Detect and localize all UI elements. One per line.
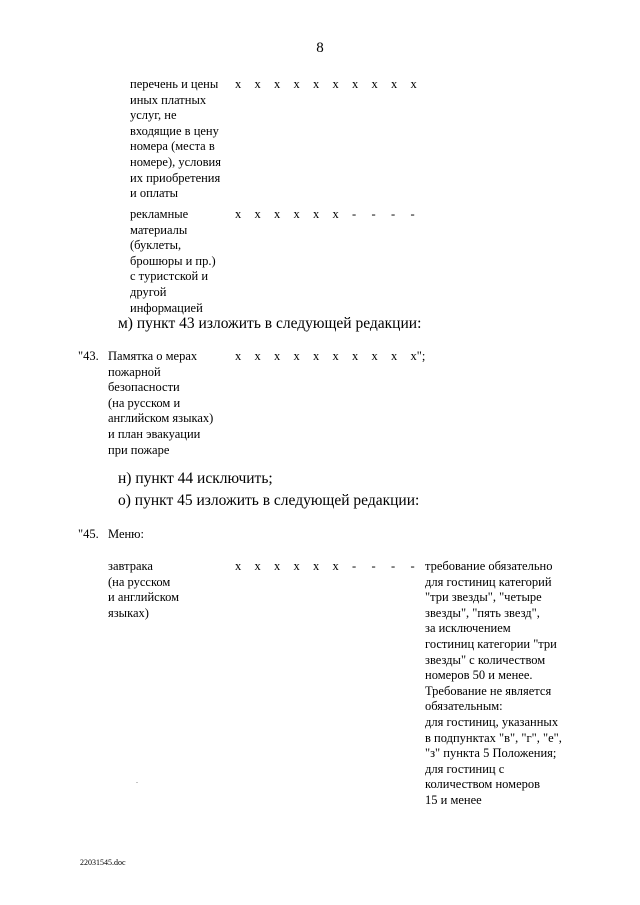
label-line: услуг, не <box>130 108 177 123</box>
mark: х <box>235 349 242 363</box>
mark: х <box>235 207 242 221</box>
item-43-number: "43. <box>78 349 99 363</box>
note-line: Требование не является <box>425 683 552 698</box>
mark: х <box>254 559 261 573</box>
mark: х <box>274 559 281 573</box>
label-line: материалы <box>130 222 188 237</box>
item-45-title: Меню: <box>108 527 144 541</box>
mark: х <box>274 77 281 91</box>
note-line: требование обязательно <box>425 559 553 573</box>
page-number: 8 <box>316 40 324 56</box>
label-line: номера (места в <box>130 139 215 154</box>
mark: - <box>371 559 376 573</box>
row-services-label <box>130 77 221 202</box>
label-line: и английском <box>108 590 180 605</box>
mark: - <box>352 207 357 221</box>
note-line: "з" пункта 5 Положения; <box>425 746 557 761</box>
note-line: количеством номеров <box>425 777 541 792</box>
label-line: перечень и цены <box>130 77 219 91</box>
mark: х <box>332 349 339 363</box>
label-line: другой <box>130 284 167 299</box>
note-line: для гостиниц, указанных <box>425 714 559 729</box>
item-43-marks <box>235 349 430 365</box>
mark: х <box>274 207 281 221</box>
footer-filename: 22031545.doc <box>80 858 126 867</box>
label-line: английском языках) <box>108 411 214 426</box>
mark: х <box>313 77 320 91</box>
mark: х <box>293 207 300 221</box>
mark: - <box>410 207 415 221</box>
mark: х <box>254 207 261 221</box>
note-line: звезды" с количеством <box>425 652 546 667</box>
label-line: пожарной <box>108 364 161 379</box>
note-line: за исключением <box>425 621 511 636</box>
speck-mark: . <box>136 776 138 785</box>
label-line: (на русском и <box>108 395 181 410</box>
mark: х <box>391 77 398 91</box>
note-line: 15 и менее <box>425 792 482 807</box>
label-line: завтрака <box>108 559 153 573</box>
label-line: при пожаре <box>108 442 170 457</box>
label-line: безопасности <box>108 380 180 395</box>
mark: х <box>274 349 281 363</box>
note-line: в подпунктах "в", "г", "е", <box>425 730 562 745</box>
label-line: брошюры и пр.) <box>130 253 216 268</box>
mark: х <box>332 77 339 91</box>
item-45-marks <box>235 559 430 575</box>
mark: х <box>371 77 378 91</box>
mark: х <box>352 349 359 363</box>
label-line: языках) <box>108 605 149 620</box>
item-45-note <box>425 559 562 809</box>
label-line: иных платных <box>130 92 207 107</box>
mark: х <box>235 559 242 573</box>
mark: х <box>391 349 398 363</box>
mark: х <box>254 349 261 363</box>
instruction-n: н) пункт 44 исключить; <box>118 470 273 487</box>
mark: х <box>293 77 300 91</box>
instruction-m: м) пункт 43 изложить в следующей редакции: <box>118 315 422 332</box>
mark: х <box>235 77 242 91</box>
label-line: с туристской и <box>130 269 209 284</box>
note-line: звезды", "пять звезд", <box>425 605 540 620</box>
label-line: (на русском <box>108 574 171 589</box>
mark: х <box>332 559 339 573</box>
mark: х"; <box>410 349 426 363</box>
mark: - <box>391 559 396 573</box>
label-line: входящие в цену <box>130 123 219 138</box>
mark: - <box>352 559 357 573</box>
row-services-marks <box>235 77 430 93</box>
label-line: и план эвакуации <box>108 426 201 441</box>
mark: - <box>371 207 376 221</box>
row-advertising-label <box>130 207 216 316</box>
mark: - <box>410 559 415 573</box>
row-advertising-marks <box>235 207 430 223</box>
note-line: для гостиниц с <box>425 761 505 776</box>
item-45-number: "45. <box>78 527 99 541</box>
mark: х <box>254 77 261 91</box>
instruction-o: о) пункт 45 изложить в следующей редакции: <box>118 492 420 509</box>
mark: х <box>313 349 320 363</box>
label-line: информацией <box>130 300 203 315</box>
mark: х <box>293 349 300 363</box>
mark: х <box>313 207 320 221</box>
label-line: номере), условия <box>130 154 221 169</box>
note-line: гостиниц категории "три <box>425 636 557 651</box>
note-line: номеров 50 и менее. <box>425 668 533 683</box>
mark: х <box>352 77 359 91</box>
label-line: их приобретения <box>130 170 221 185</box>
mark: х <box>410 77 417 91</box>
label-line: Памятка о мерах <box>108 349 198 363</box>
label-line: (буклеты, <box>130 238 182 253</box>
note-line: "три звезды", "четыре <box>425 590 542 605</box>
mark: х <box>313 559 320 573</box>
mark: х <box>293 559 300 573</box>
note-line: обязательным: <box>425 699 503 714</box>
item-43-label <box>108 349 213 458</box>
label-line: рекламные <box>130 207 189 221</box>
mark: х <box>332 207 339 221</box>
note-line: для гостиниц категорий <box>425 574 552 589</box>
label-line: и оплаты <box>130 186 179 201</box>
mark: - <box>391 207 396 221</box>
mark: х <box>371 349 378 363</box>
item-45-label <box>108 559 179 621</box>
